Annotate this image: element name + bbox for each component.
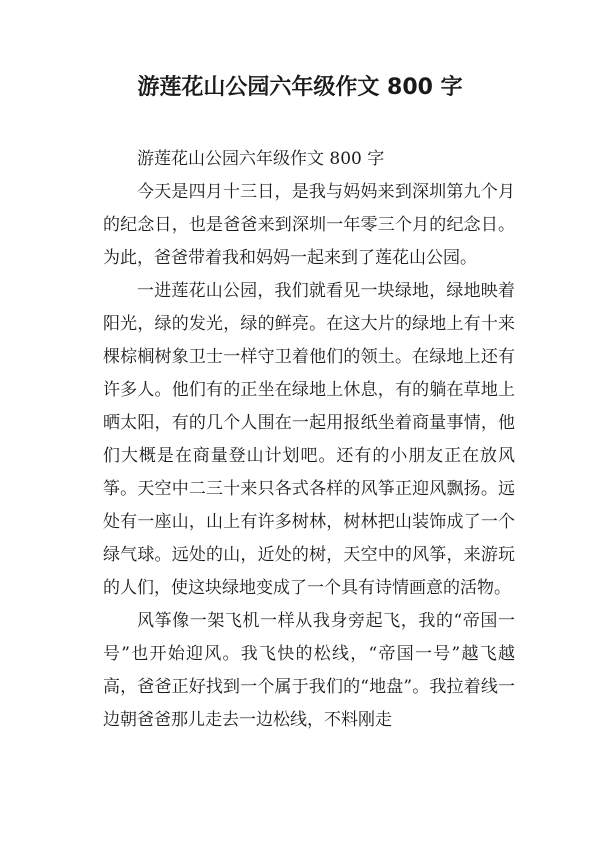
paragraph: 一进莲花山公园，我们就看见一块绿地，绿地映着阳光，绿的发光，绿的鲜亮。在这大片的绿地上有十来棵棕榈树象卫士一样守卫着他们的领土。在绿地上还有许多人。他们有的正坐在绿地上休息，有的躺在草地上晒太阳，有的几个人围在一起用报纸坐着商量事情，他们大概是在商量登山计划吧。还有的小朋友正在放风筝。天空中二三十来只各式各样的风筝正迎风飘扬。远处有一座山，山上有许多树林，树林把山装饰成了一个绿气球。远处的山，近处的树，天空中的风筝，来游玩的人们，使这块绿地变成了一个具有诗情画意的活物。 [103,281,515,598]
paragraph: 今天是四月十三日，是我与妈妈来到深圳第九个月的纪念日，也是爸爸来到深圳一年零三个月的纪念日。为此，爸爸带着我和妈妈一起来到了莲花山公园。 [103,182,515,268]
document-title: 游莲花山公园六年级作文 800 字 [137,75,463,100]
document-body [103,143,515,737]
paragraph: 风筝像一架飞机一样从我身旁起飞，我的“帝国一号”也开始迎风。我飞快的松线，“帝国一号”越飞越高，爸爸正好找到一个属于我们的“地盘”。我拉着线一边朝爸爸那儿走去一边松线，不料刚走 [103,611,515,730]
paragraph-subtitle: 游莲花山公园六年级作文 800 字 [137,149,385,169]
